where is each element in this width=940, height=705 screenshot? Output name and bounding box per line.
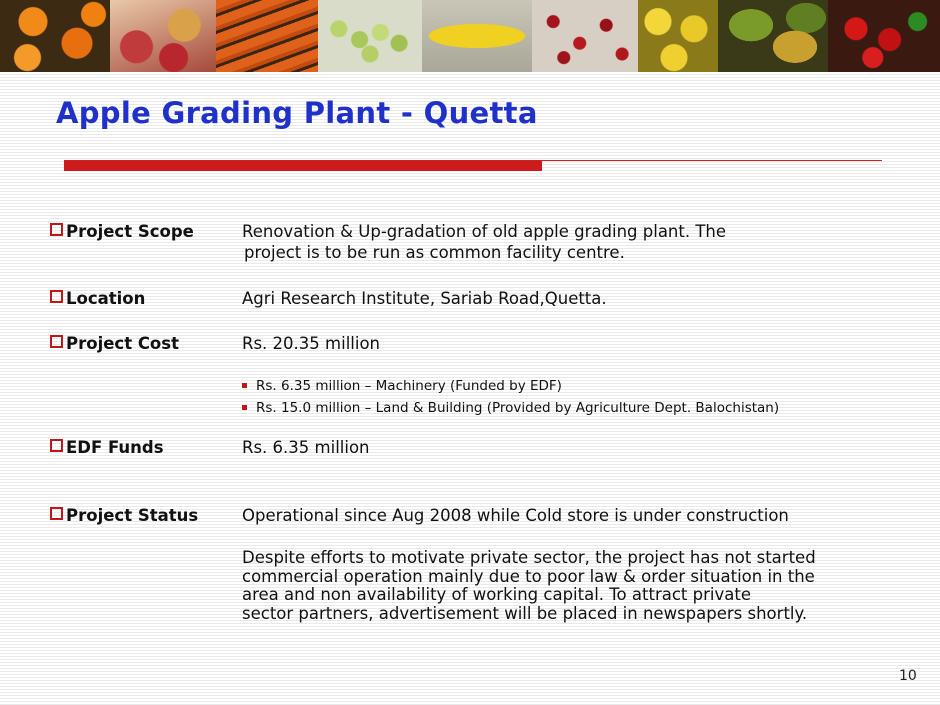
- project-scope-value: Renovation & Up-gradation of old apple grading plant. The: [242, 222, 727, 241]
- status-note-line: Despite efforts to motivate private sector, the project has not started: [242, 548, 816, 567]
- edf-funds-label: EDF Funds: [50, 438, 164, 457]
- project-scope-label: Project Scope: [50, 222, 194, 241]
- project-status-label: Project Status: [50, 506, 198, 525]
- location-value: Agri Research Institute, Sariab Road,Quetta.: [242, 289, 607, 308]
- checkbox-bullet-icon: [50, 290, 63, 303]
- peppers-photo: [828, 0, 940, 72]
- status-note-line: area and non availability of working capital. To attract private: [242, 585, 751, 604]
- page-number: 10: [899, 668, 917, 684]
- cherries-photo: [532, 0, 638, 72]
- checkbox-bullet-icon: [50, 507, 63, 520]
- edf-funds-value: Rs. 6.35 million: [242, 438, 370, 457]
- carrots-photo: [216, 0, 318, 72]
- banana-photo: [422, 0, 532, 72]
- project-cost-value: Rs. 20.35 million: [242, 334, 380, 353]
- project-status-value: Operational since Aug 2008 while Cold store is under construction: [242, 506, 789, 525]
- square-bullet-icon: [242, 383, 247, 388]
- cost-breakdown-item: Rs. 15.0 million – Land & Building (Provided by Agriculture Dept. Balochistan): [256, 400, 779, 416]
- status-note-line: sector partners, advertisement will be placed in newspapers shortly.: [242, 603, 808, 623]
- mangoes-photo: [718, 0, 828, 72]
- slide-title: Apple Grading Plant - Quetta: [56, 96, 538, 130]
- project-scope-value-cont: project is to be run as common facility centre.: [244, 243, 625, 262]
- grapes-photo: [318, 0, 422, 72]
- status-note-line: commercial operation mainly due to poor law & order situation in the: [242, 566, 815, 586]
- checkbox-bullet-icon: [50, 223, 63, 236]
- oranges-photo: [0, 0, 110, 72]
- location-label: Location: [50, 289, 145, 308]
- checkbox-bullet-icon: [50, 439, 63, 452]
- project-cost-label: Project Cost: [50, 334, 179, 353]
- peaches-photo: [110, 0, 216, 72]
- produce-banner: [0, 0, 940, 72]
- lemons-photo: [638, 0, 718, 72]
- cost-breakdown-item: Rs. 6.35 million – Machinery (Funded by EDF): [256, 378, 562, 394]
- square-bullet-icon: [242, 405, 247, 410]
- title-accent-bar: [64, 161, 542, 171]
- checkbox-bullet-icon: [50, 335, 63, 348]
- status-note: [242, 549, 912, 623]
